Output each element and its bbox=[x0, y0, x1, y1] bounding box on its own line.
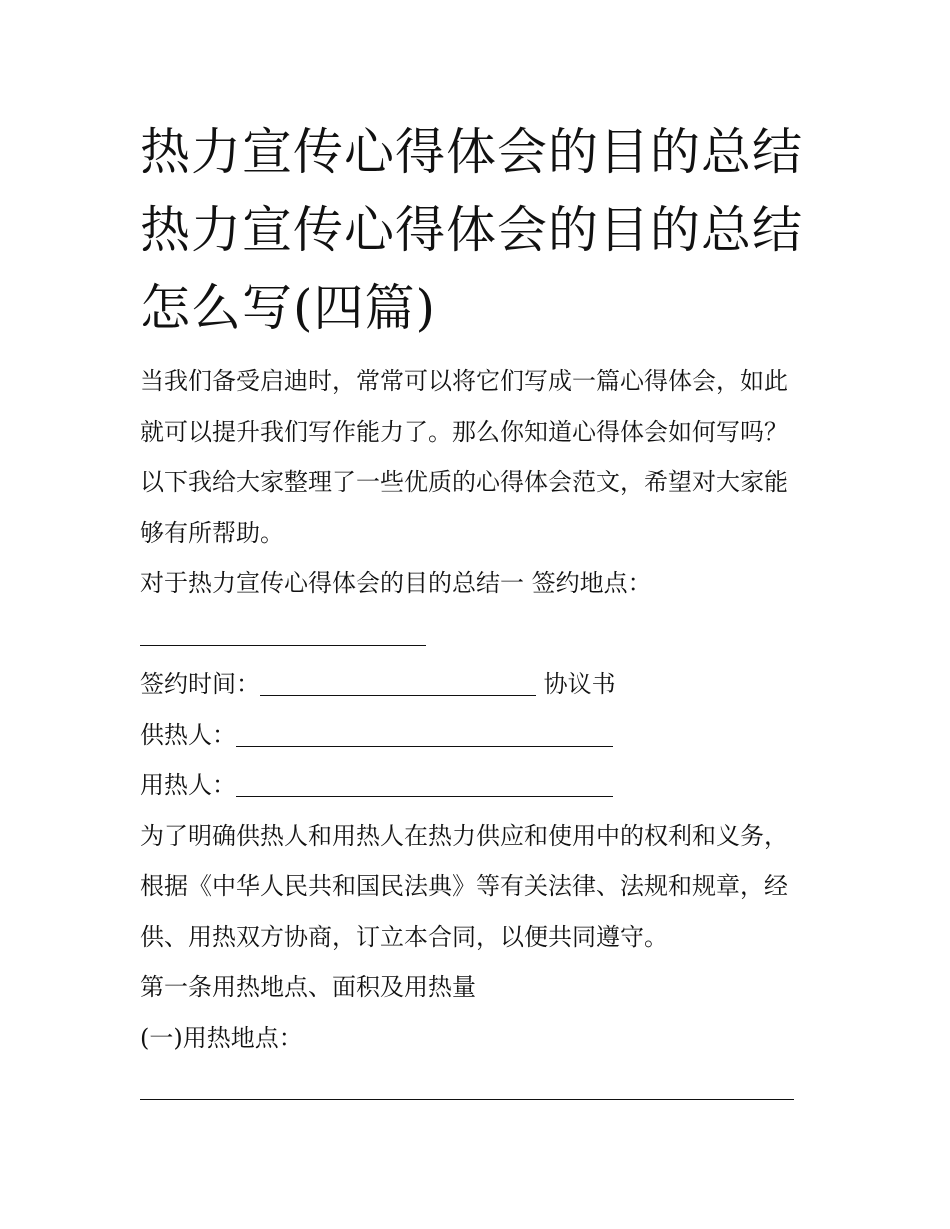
title-line-1: 热力宣传心得体会的目的总结 bbox=[140, 123, 803, 181]
intro-line-3: 以下我给大家整理了一些优质的心得体会范文，希望对大家能 bbox=[140, 468, 788, 496]
sign-location-blank bbox=[140, 621, 426, 646]
section-heading: 对于热力宣传心得体会的目的总结一 签约地点： bbox=[140, 569, 652, 597]
article-one-heading: 第一条用热地点、面积及用热量 bbox=[140, 973, 476, 1001]
location-line bbox=[140, 1063, 820, 1114]
document-title bbox=[140, 113, 840, 347]
heat-user-row bbox=[140, 760, 820, 811]
intro-line-4: 够有所帮助。 bbox=[140, 518, 284, 547]
purpose-line-3: 供、用热双方协商，订立本合同，以便共同遵守。 bbox=[140, 922, 668, 951]
heat-supplier-blank bbox=[236, 722, 613, 747]
purpose-line-1: 为了明确供热人和用热人在热力供应和使用中的权利和义务， bbox=[140, 821, 788, 850]
sign-time-label: 签约时间： bbox=[140, 670, 260, 698]
heat-user-label: 用热人： bbox=[140, 771, 236, 799]
document-body bbox=[140, 356, 820, 1114]
heat-supplier-row bbox=[140, 710, 820, 761]
sign-time-row bbox=[140, 659, 820, 710]
heat-supplier-label: 供热人： bbox=[140, 720, 236, 749]
agreement-label: 协议书 bbox=[543, 670, 616, 698]
title-line-2: 热力宣传心得体会的目的总结 bbox=[140, 201, 803, 259]
purpose-line-2: 根据《中华人民共和国民法典》等有关法律、法规和规章，经 bbox=[140, 872, 788, 900]
intro-line-1: 当我们备受启迪时，常常可以将它们写成一篇心得体会，如此 bbox=[140, 367, 788, 395]
location-label: (一)用热地点： bbox=[140, 1023, 303, 1052]
sign-time-blank bbox=[260, 671, 536, 696]
intro-line-2: 就可以提升我们写作能力了。那么你知道心得体会如何写吗？ bbox=[140, 417, 788, 446]
title-line-3: 怎么写(四篇) bbox=[140, 279, 437, 337]
heat-user-blank bbox=[236, 772, 613, 797]
sign-location-line bbox=[140, 609, 820, 660]
location-blank bbox=[140, 1075, 794, 1100]
